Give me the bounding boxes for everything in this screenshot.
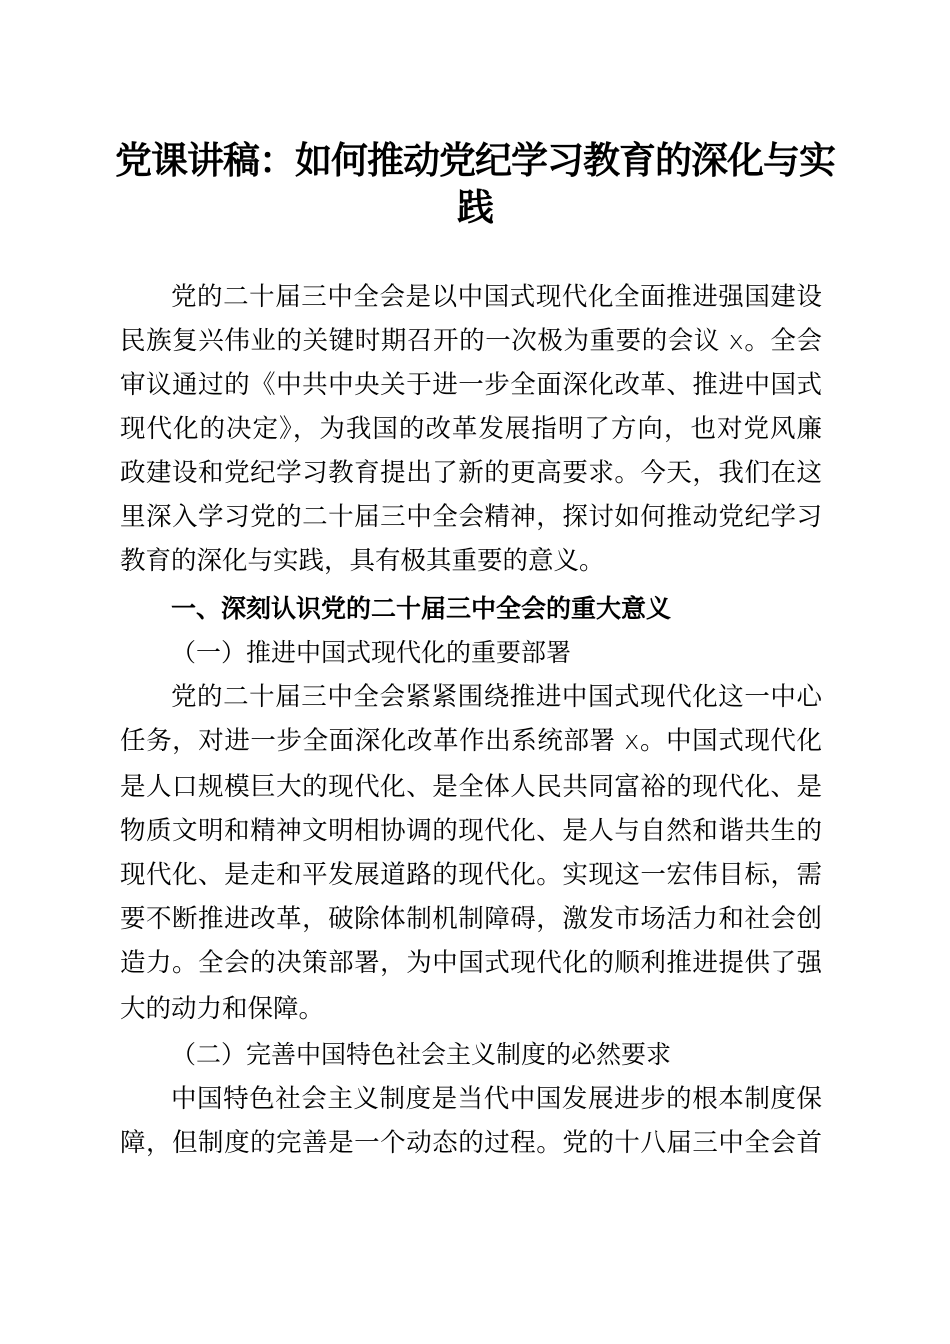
paragraph-line: 要不断推进改革，破除体制机制障碍，激发市场活力和社会创 [120,904,822,934]
intro-line: 里深入学习党的二十届三中全会精神，探讨如何推动党纪学习 [120,502,822,532]
paragraph-line: 障，但制度的完善是一个动态的过程。党的十八届三中全会首 [120,1128,822,1158]
intro-line: 民族复兴伟业的关键时期召开的一次极为重要的会议 x。全会 [120,326,822,356]
paragraph-line: 大的动力和保障。 [120,994,325,1024]
paragraph-line: 中国特色社会主义制度是当代中国发展进步的根本制度保 [171,1084,822,1114]
subsection-heading-1: （一）推进中国式现代化的重要部署 [171,638,572,667]
paragraph-line: 是人口规模巨大的现代化、是全体人民共同富裕的现代化、是 [120,772,822,802]
intro-line: 教育的深化与实践，具有极其重要的意义。 [120,546,605,576]
document-title-line-2: 践 [457,185,493,229]
intro-line: 审议通过的《中共中央关于进一步全面深化改革、推进中国式 [120,370,822,400]
document-title-line-1: 党课讲稿：如何推动党纪学习教育的深化与实 [115,138,835,182]
intro-line: 政建设和党纪学习教育提出了新的更高要求。今天，我们在这 [120,458,822,488]
paragraph-line: 物质文明和精神文明相协调的现代化、是人与自然和谐共生的 [120,816,822,846]
paragraph-line: 任务，对进一步全面深化改革作出系统部署 x。中国式现代化 [120,726,822,756]
subsection-heading-2: （二）完善中国特色社会主义制度的必然要求 [171,1040,672,1069]
intro-line: 现代化的决定》，为我国的改革发展指明了方向，也对党风廉 [120,414,822,444]
paragraph-line: 造力。全会的决策部署，为中国式现代化的顺利推进提供了强 [120,948,822,978]
section-heading-1: 一、深刻认识党的二十届三中全会的重大意义 [171,594,672,623]
paragraph-line: 现代化、是走和平发展道路的现代化。实现这一宏伟目标，需 [120,860,822,890]
intro-line: 党的二十届三中全会是以中国式现代化全面推进强国建设 [171,282,822,312]
paragraph-line: 党的二十届三中全会紧紧围绕推进中国式现代化这一中心 [171,682,822,712]
